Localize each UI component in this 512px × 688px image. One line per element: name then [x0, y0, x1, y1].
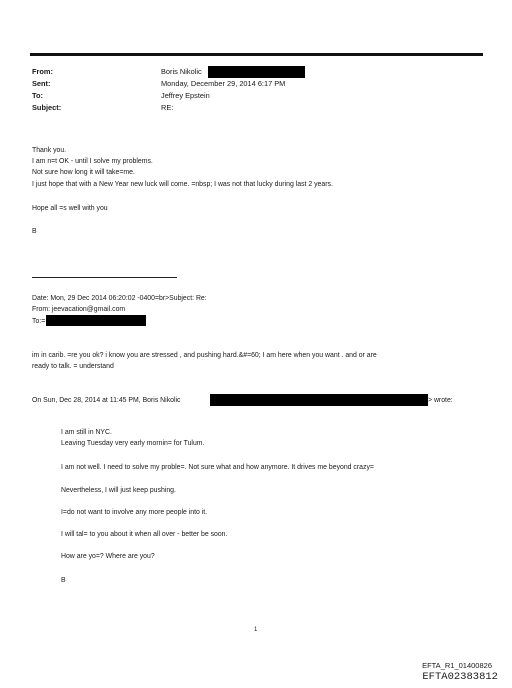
subject-label: Subject: [32, 103, 62, 112]
body-line: Thank you. [32, 147, 67, 154]
wrote-line-suffix: > wrote: [428, 397, 453, 404]
body-signature: B [32, 228, 37, 235]
from-value: Boris Nikolic [161, 67, 202, 76]
subject-value: RE: [161, 103, 174, 112]
quoted-from-line: From: jeevacation@gmail.com [32, 306, 126, 313]
redaction-bar [46, 315, 146, 326]
inner-line: Leaving Tuesday very early mornin= for Tulum. [61, 440, 205, 447]
header-rule [30, 53, 483, 56]
inner-line: I am still in NYC. [61, 429, 112, 436]
body-line: I just hope that with a New Year new luck will come. =nbsp; I was not that lucky during last 2 years. [32, 181, 333, 188]
quoted-message-line: im in carib. =re you ok? i know you are stressed , and pushing hard.&#=60; I am here when you want . and or are [32, 352, 377, 359]
to-value: Jeffrey Epstein [161, 91, 210, 100]
page-number: 1 [254, 627, 258, 633]
to-label: To: [32, 91, 43, 100]
wrote-line-prefix: On Sun, Dec 28, 2014 at 11:45 PM, Boris Nikolic [32, 397, 181, 404]
redaction-bar [208, 66, 305, 78]
body-line: Not sure how long it will take=me. [32, 169, 135, 176]
quoted-date-line: Date: Mon, 29 Dec 2014 06:20:02 -0400=br>Subject: Re: [32, 295, 207, 302]
inner-signature: B [61, 577, 66, 584]
quoted-to-label: To:= [32, 318, 46, 325]
inner-line: I=do not want to involve any more people into it. [61, 509, 208, 516]
quoted-message-line: ready to talk. = understand [32, 363, 114, 370]
sent-value: Monday, December 29, 2014 6:17 PM [161, 79, 286, 88]
body-line: Hope all =s well with you [32, 205, 108, 212]
separator-line [32, 277, 177, 278]
footer-id-small: EFTA_R1_01400826 [422, 661, 492, 670]
from-label: From: [32, 67, 53, 76]
sent-label: Sent: [32, 79, 51, 88]
inner-line: Nevertheless, I will just keep pushing. [61, 487, 176, 494]
footer-id-large: EFTA02383812 [422, 671, 498, 683]
inner-line: How are yo=? Where are you? [61, 553, 155, 560]
body-line: I am n=t OK - until I solve my problems. [32, 158, 153, 165]
inner-line: I am not well. I need to solve my proble=. Not sure what and how anymore. It drives me beyond crazy= [61, 464, 374, 471]
redaction-bar [210, 394, 428, 406]
inner-line: I will tal= to you about it when all over - better be soon. [61, 531, 228, 538]
